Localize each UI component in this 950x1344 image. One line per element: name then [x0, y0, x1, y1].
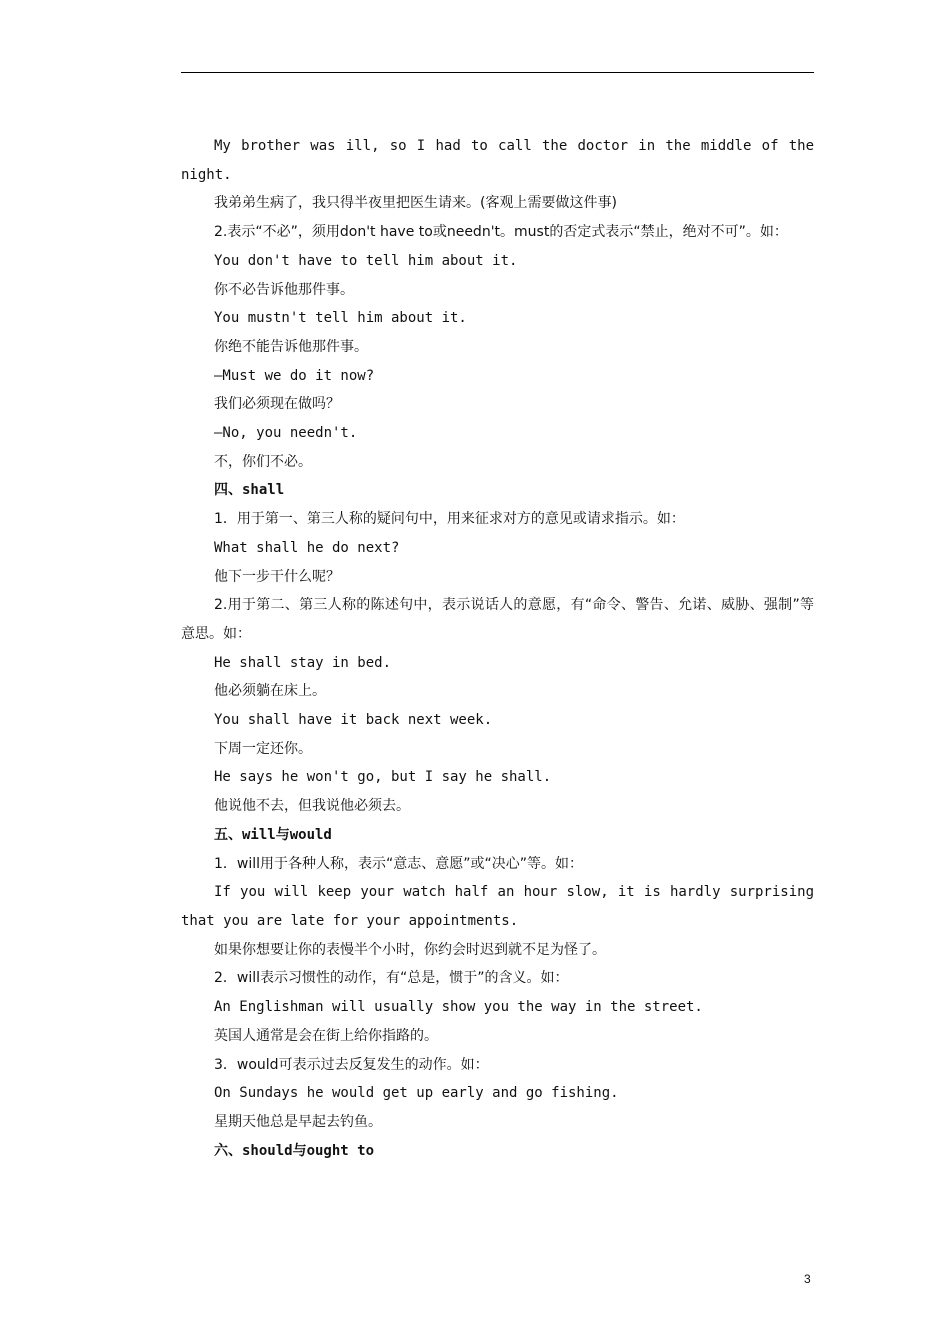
- english-example: He says he won't go, but I say he shall.: [214, 769, 552, 786]
- english-example: He shall stay in bed.: [214, 654, 392, 671]
- chinese-paragraph: 1．用于第一、第三人称的疑问句中，用来征求对方的意见或请求指示。如：: [214, 511, 685, 528]
- chinese-paragraph: 如果你想要让你的表慢半个小时，你约会时迟到就不足为怪了。: [214, 941, 606, 958]
- chinese-paragraph: 我弟弟生病了，我只得半夜里把医生请来。(客观上需要做这件事): [214, 195, 617, 212]
- english-example: An Englishman will usually show you the way in the street.: [214, 999, 703, 1016]
- chinese-paragraph: 2.用于第二、第三人称的陈述句中，表示说话人的意愿，有“命令、警告、允诺、威胁、强制”等意思。如：: [181, 597, 814, 642]
- chinese-paragraph: 你绝不能告诉他那件事。: [214, 338, 368, 355]
- chinese-paragraph: 星期天他总是早起去钓鱼。: [214, 1113, 382, 1130]
- chinese-paragraph: 不，你们不必。: [214, 453, 312, 470]
- document-body: [181, 132, 814, 1165]
- english-example: You don't have to tell him about it.: [214, 252, 518, 269]
- english-example: —Must we do it now?: [214, 367, 375, 384]
- english-example: My brother was ill, so I had to call the doctor in the middle of the night.: [181, 138, 814, 183]
- section-heading: 四、shall: [214, 482, 285, 499]
- chinese-paragraph: 他说他不去，但我说他必须去。: [214, 798, 410, 815]
- chinese-paragraph: 下周一定还你。: [214, 740, 312, 757]
- english-example: What shall he do next?: [214, 539, 400, 556]
- section-heading: 六、should与ought to: [214, 1142, 375, 1159]
- page-number: 3: [804, 1272, 811, 1286]
- chinese-paragraph: 3．would可表示过去反复发生的动作。如：: [214, 1056, 489, 1073]
- english-example: You shall have it back next week.: [214, 712, 493, 729]
- english-example: —No, you needn't.: [214, 425, 358, 442]
- chinese-paragraph: 2.表示“不必”，须用don't have to或needn't。must的否定式表示“禁止，绝对不可”。如：: [214, 224, 788, 241]
- english-example: You mustn't tell him about it.: [214, 310, 467, 327]
- chinese-paragraph: 他必须躺在床上。: [214, 683, 326, 700]
- chinese-paragraph: 英国人通常是会在街上给你指路的。: [214, 1027, 438, 1044]
- header-rule: [181, 72, 814, 73]
- section-heading: 五、will与would: [214, 826, 332, 843]
- english-example: If you will keep your watch half an hour slow, it is hardly surprising that you are late for your appointments.: [181, 884, 814, 929]
- chinese-paragraph: 他下一步干什么呢？: [214, 568, 340, 585]
- chinese-paragraph: 2．will表示习惯性的动作，有“总是，惯于”的含义。如：: [214, 970, 569, 987]
- chinese-paragraph: 1．will用于各种人称，表示“意志、意愿”或“决心”等。如：: [214, 855, 584, 872]
- chinese-paragraph: 我们必须现在做吗？: [214, 396, 340, 413]
- english-example: On Sundays he would get up early and go fishing.: [214, 1085, 619, 1102]
- chinese-paragraph: 你不必告诉他那件事。: [214, 281, 354, 298]
